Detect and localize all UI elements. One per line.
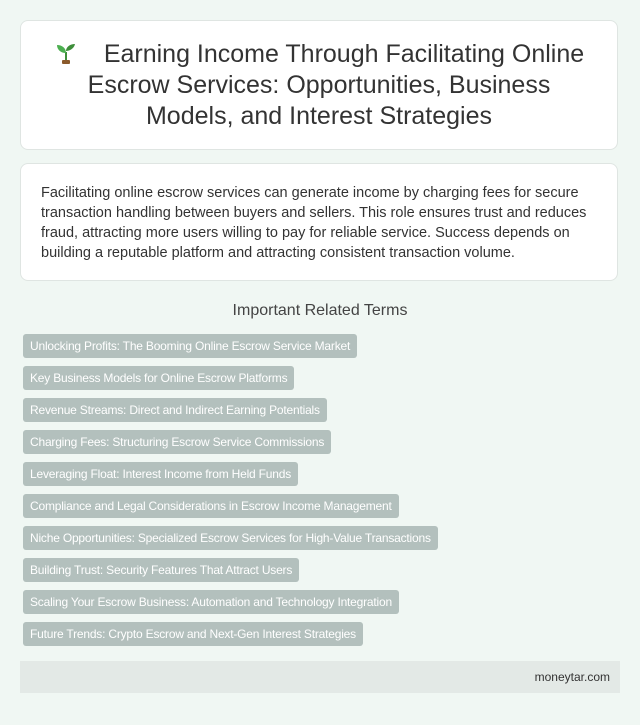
related-term-tag[interactable]: Revenue Streams: Direct and Indirect Earning Potentials [23, 398, 327, 422]
footer-site-link[interactable]: moneytar.com [534, 670, 610, 684]
related-term-tag[interactable]: Unlocking Profits: The Booming Online Escrow Service Market [23, 334, 357, 358]
page-title-text: Earning Income Through Facilitating Online Escrow Services: Opportunities, Business Models, and Interest Strategies [87, 39, 585, 130]
intro-text: Facilitating online escrow services can generate income by charging fees for secure transaction handling between buyers and sellers. This role ensures trust and reduces fraud, attracting more users willing to pay for reliable service. Success depends on building a reputable platform and attracting consistent transaction volume. [41, 185, 587, 261]
related-term-tag[interactable]: Compliance and Legal Considerations in Escrow Income Management [23, 494, 399, 518]
related-term-tag[interactable]: Niche Opportunities: Specialized Escrow Services for High-Value Transactions [23, 526, 438, 550]
related-term-tag[interactable]: Scaling Your Escrow Business: Automation and Technology Integration [23, 590, 399, 614]
related-term-tag[interactable]: Building Trust: Security Features That Attract Users [23, 558, 299, 582]
related-term-tag[interactable]: Charging Fees: Structuring Escrow Service Commissions [23, 430, 331, 454]
related-terms-list [23, 334, 623, 654]
footer-bar [20, 661, 620, 693]
sprout-icon [54, 41, 78, 65]
related-term-tag[interactable]: Key Business Models for Online Escrow Platforms [23, 366, 294, 390]
page-title [41, 39, 597, 132]
intro-card [20, 163, 618, 281]
related-term-tag[interactable]: Future Trends: Crypto Escrow and Next-Gen Interest Strategies [23, 622, 363, 646]
related-term-tag[interactable]: Leveraging Float: Interest Income from Held Funds [23, 462, 298, 486]
related-terms-heading: Important Related Terms [232, 302, 408, 319]
title-card [20, 20, 618, 150]
